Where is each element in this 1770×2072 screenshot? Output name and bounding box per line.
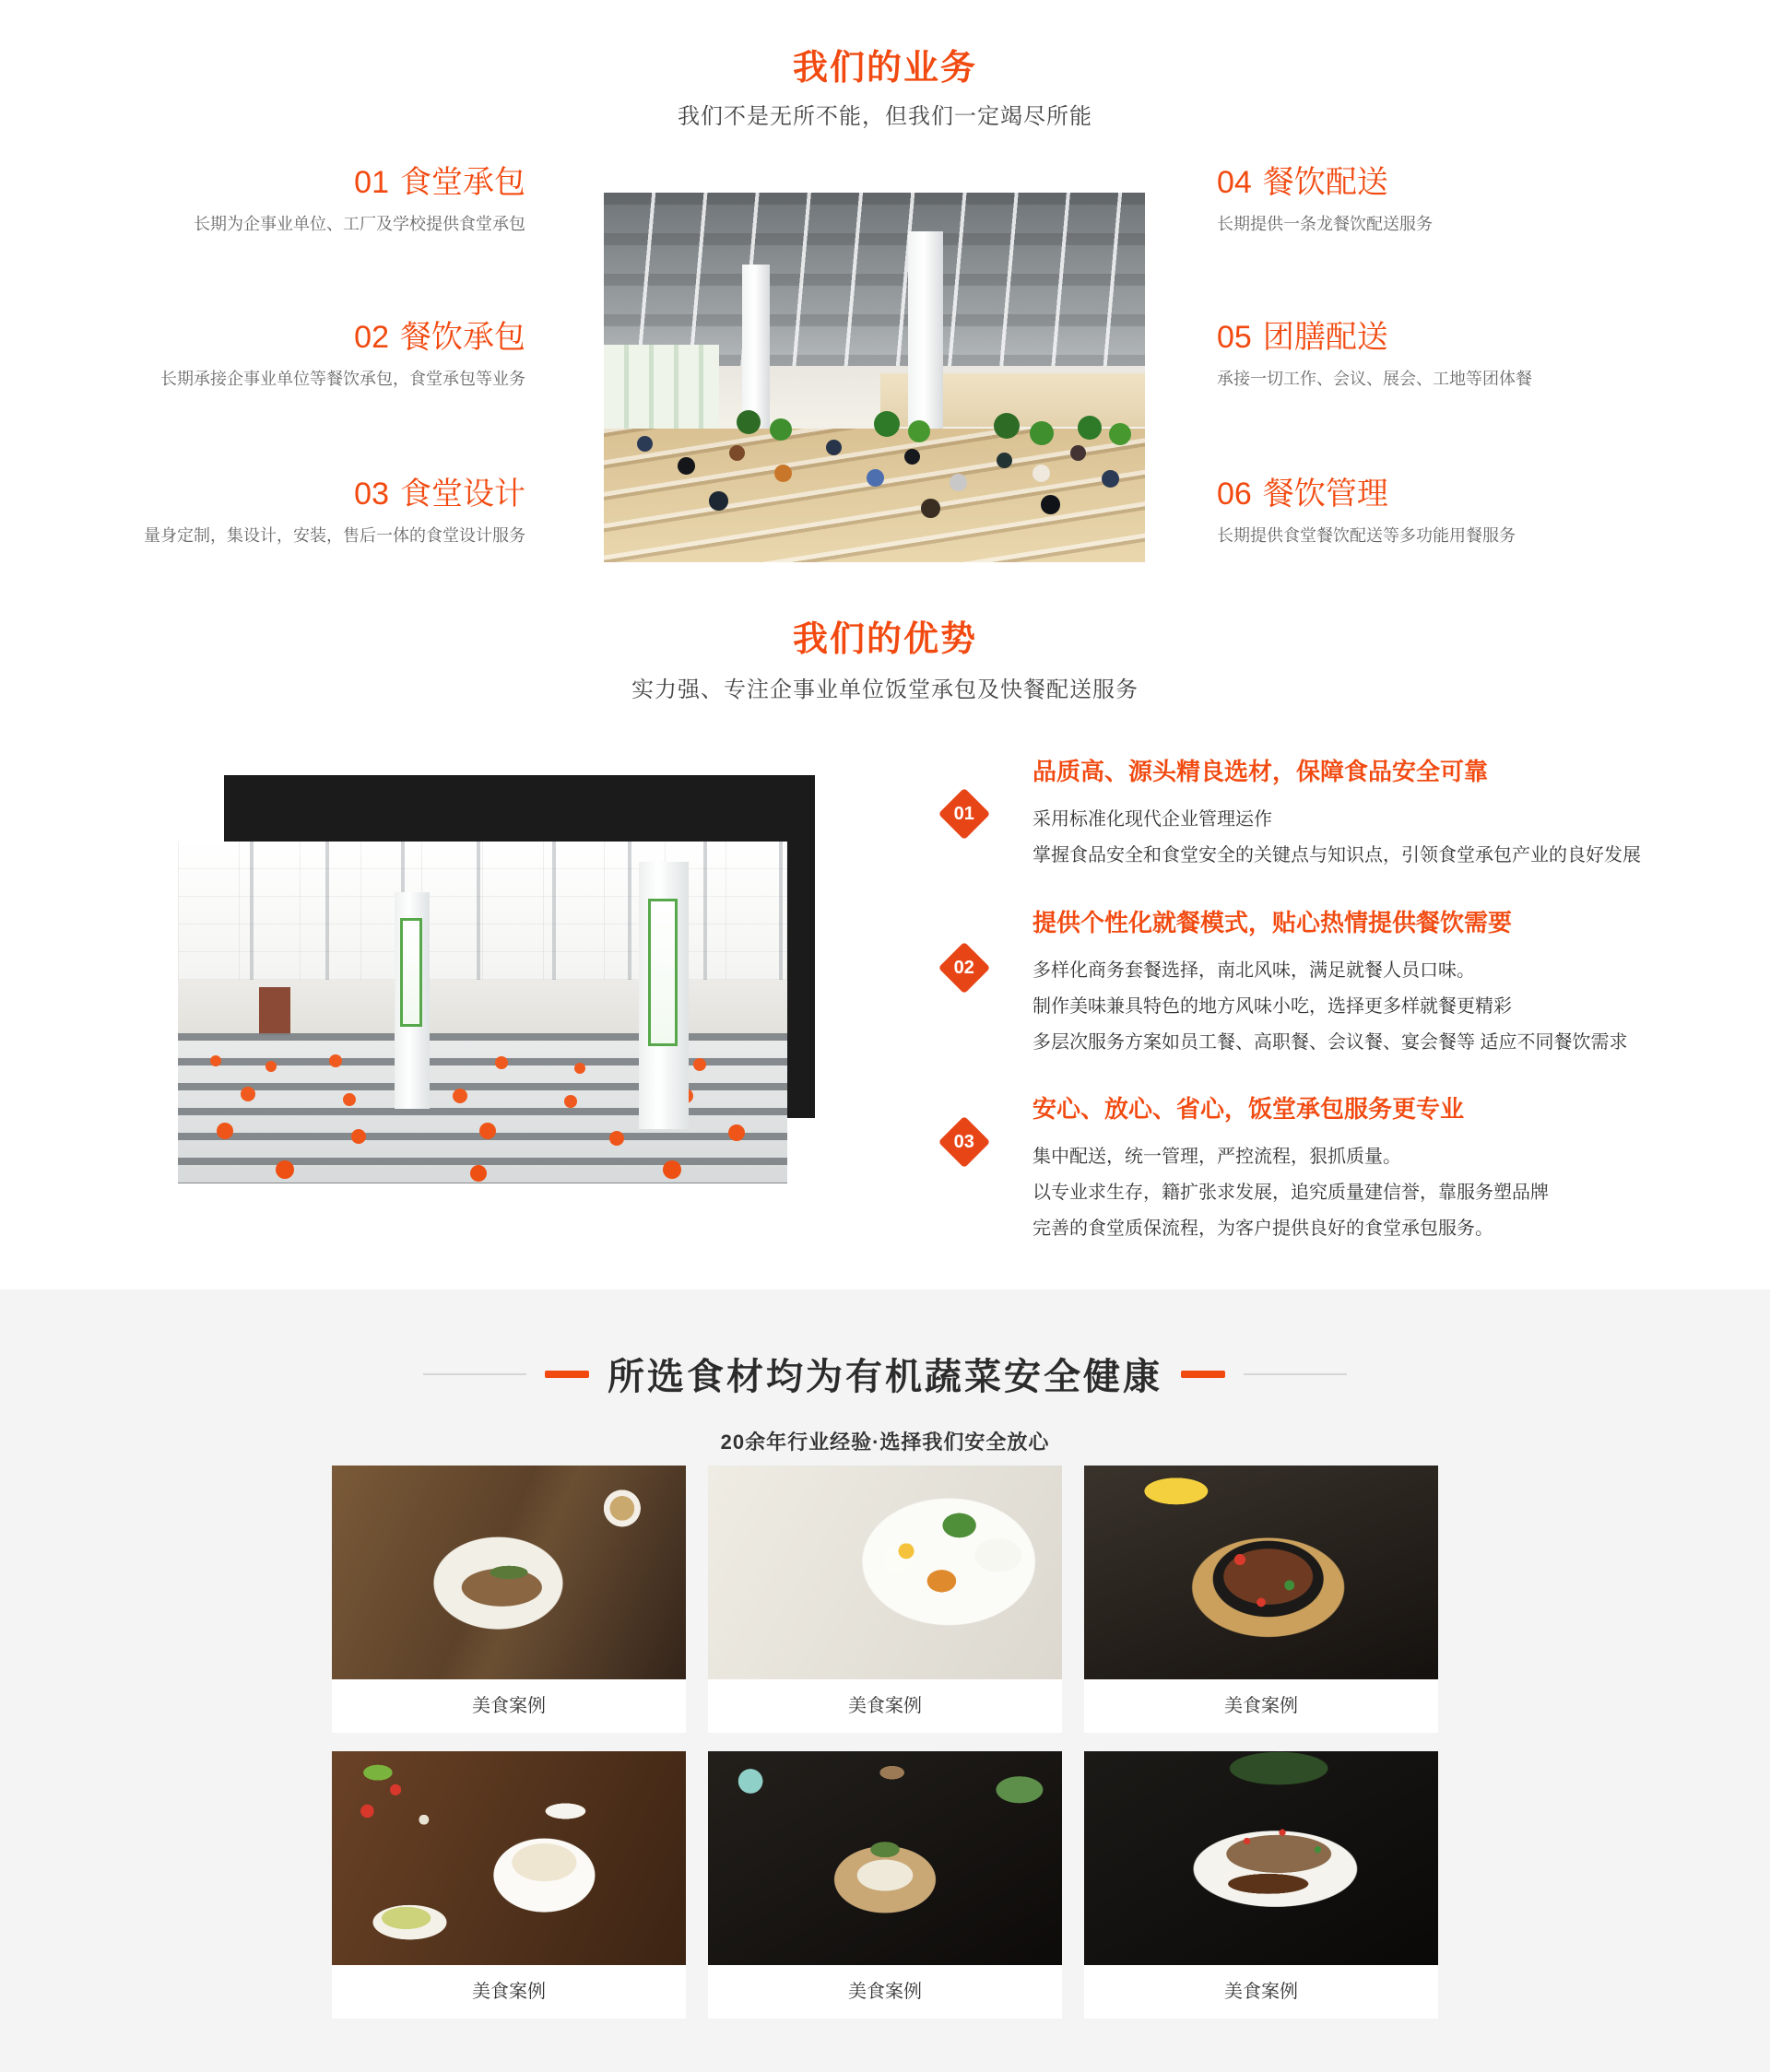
advantage-item-title: 品质高、源头精良选材，保障食品安全可靠 <box>1032 758 1489 785</box>
canteen-table-rows <box>178 1033 787 1183</box>
service-item-catering-management <box>1217 474 1733 547</box>
steamed-fish-photo <box>1084 1751 1438 1965</box>
case-card[interactable] <box>332 1751 686 2019</box>
case-label: 美食案例 <box>472 1696 546 1716</box>
case-card[interactable] <box>1084 1466 1438 1733</box>
case-label: 美食案例 <box>848 1982 922 2002</box>
service-desc: 量身定制，集设计，安装，售后一体的食堂设计服务 <box>144 526 525 545</box>
canteen-ceiling <box>178 842 787 980</box>
cases-section-subtitle: 20余年行业经验·选择我们安全放心 <box>720 1430 1050 1454</box>
advantage-item-personalized <box>1032 907 1696 1061</box>
advantage-item-lines <box>1032 802 1696 874</box>
service-desc: 长期提供食堂餐饮配送等多功能用餐服务 <box>1217 526 1516 545</box>
service-title <box>9 474 525 514</box>
service-number: 02 <box>354 320 389 355</box>
case-card[interactable] <box>708 1466 1062 1733</box>
heading-dash-left <box>545 1371 589 1378</box>
advantage-line: 集中配送，统一管理，严控流程，狠抓质量。 <box>1032 1147 1401 1167</box>
business-section-title: 我们的业务 <box>792 49 977 88</box>
case-label: 美食案例 <box>1224 1696 1298 1716</box>
service-name: 餐饮配送 <box>1262 165 1388 200</box>
advantage-number-badge <box>938 942 991 995</box>
braised-fish-photo <box>332 1466 686 1679</box>
advantage-item-quality <box>1032 756 1696 874</box>
canteen-pillar <box>639 862 689 1129</box>
service-item-catering-contracting <box>9 317 525 391</box>
advantage-line: 采用标准化现代企业管理运作 <box>1032 809 1272 830</box>
service-number: 03 <box>354 477 389 512</box>
service-item-canteen-contracting <box>9 162 525 236</box>
porridge-photo <box>332 1751 686 1965</box>
heading-line-right <box>1244 1373 1347 1375</box>
service-desc: 承接一切工作、会议、展会、工地等团体餐 <box>1217 370 1532 388</box>
advantage-number-badge <box>938 1116 991 1169</box>
advantage-line: 多层次服务方案如员工餐、高职餐、会议餐、宴会餐等 适应不同餐饮需求 <box>1032 1032 1628 1053</box>
advantage-item-lines <box>1032 1139 1696 1247</box>
cases-heading <box>0 1348 1770 1400</box>
advantage-section-title: 我们的优势 <box>792 620 977 659</box>
advantage-item-lines <box>1032 953 1696 1061</box>
case-card[interactable] <box>708 1751 1062 2019</box>
service-number: 01 <box>354 165 389 200</box>
advantage-line: 多样化商务套餐选择，南北风味，满足就餐人员口味。 <box>1032 960 1475 981</box>
advantage-line: 制作美味兼具特色的地方风味小吃，选择更多样就餐更精彩 <box>1032 996 1512 1017</box>
advantage-item-title: 安心、放心、省心，饭堂承包服务更专业 <box>1032 1095 1465 1123</box>
service-desc: 长期提供一条龙餐饮配送服务 <box>1217 215 1433 233</box>
service-item-canteen-design <box>9 474 525 547</box>
service-number: 06 <box>1217 477 1252 512</box>
service-name: 团膳配送 <box>1262 320 1388 355</box>
canteen-door <box>259 987 290 1035</box>
service-name: 餐饮管理 <box>1262 477 1388 512</box>
case-label: 美食案例 <box>472 1982 546 2002</box>
service-name: 食堂设计 <box>400 477 525 512</box>
service-name: 食堂承包 <box>400 165 525 200</box>
service-number: 04 <box>1217 165 1252 200</box>
service-desc: 长期为企事业单位、工厂及学校提供食堂承包 <box>194 215 525 233</box>
empty-canteen-photo <box>178 842 787 1183</box>
pillar-banner <box>648 899 678 1046</box>
cafeteria-tables <box>604 429 1145 562</box>
canteen-pillar <box>395 892 430 1109</box>
service-title <box>1217 317 1733 358</box>
advantage-section-subtitle: 实力强、专注企事业单位饭堂承包及快餐配送服务 <box>631 677 1139 702</box>
service-title <box>1217 474 1733 514</box>
canteen-orange-stools <box>178 842 189 853</box>
case-label: 美食案例 <box>848 1696 922 1716</box>
advantage-item-title: 提供个性化就餐模式，贴心热情提供餐饮需要 <box>1032 909 1513 936</box>
badge-number: 01 <box>953 803 975 824</box>
advantage-line: 掌握食品安全和食堂安全的关键点与知识点，引领食堂承包产业的良好发展 <box>1032 845 1641 865</box>
heading-line-left <box>423 1373 526 1375</box>
claypot-soup-photo <box>708 1751 1062 1965</box>
case-label: 美食案例 <box>1224 1982 1298 2002</box>
service-title <box>9 317 525 358</box>
advantage-line: 完善的食堂质保流程，为客户提供良好的食堂承包服务。 <box>1032 1218 1493 1239</box>
service-number: 05 <box>1217 320 1252 355</box>
service-title <box>9 162 525 203</box>
advantage-item-professional <box>1032 1093 1696 1247</box>
advantage-number-badge <box>938 788 991 841</box>
sizzling-beef-photo <box>1084 1466 1438 1679</box>
service-desc: 长期承接企事业单位等餐饮承包，食堂承包等业务 <box>160 370 525 388</box>
service-item-group-meal-delivery <box>1217 317 1733 391</box>
cafeteria-diners <box>604 193 612 201</box>
badge-number: 02 <box>953 957 975 978</box>
case-card[interactable] <box>332 1466 686 1733</box>
heading-dash-right <box>1181 1371 1225 1378</box>
busy-cafeteria-photo <box>604 193 1145 562</box>
pillar-banner <box>400 918 422 1027</box>
service-title <box>1217 162 1733 203</box>
badge-number: 03 <box>953 1131 975 1152</box>
service-item-catering-delivery <box>1217 162 1733 236</box>
bento-rice-photo <box>708 1466 1062 1679</box>
case-card[interactable] <box>1084 1751 1438 2019</box>
cases-section-title: 所选食材均为有机蔬菜安全健康 <box>608 1357 1162 1397</box>
business-section-subtitle: 我们不是无所不能，但我们一定竭尽所能 <box>678 104 1092 129</box>
service-name: 餐饮承包 <box>400 320 525 355</box>
advantage-line: 以专业求生存，籍扩张求发展，追究质量建信誉，靠服务塑品牌 <box>1032 1183 1549 1203</box>
